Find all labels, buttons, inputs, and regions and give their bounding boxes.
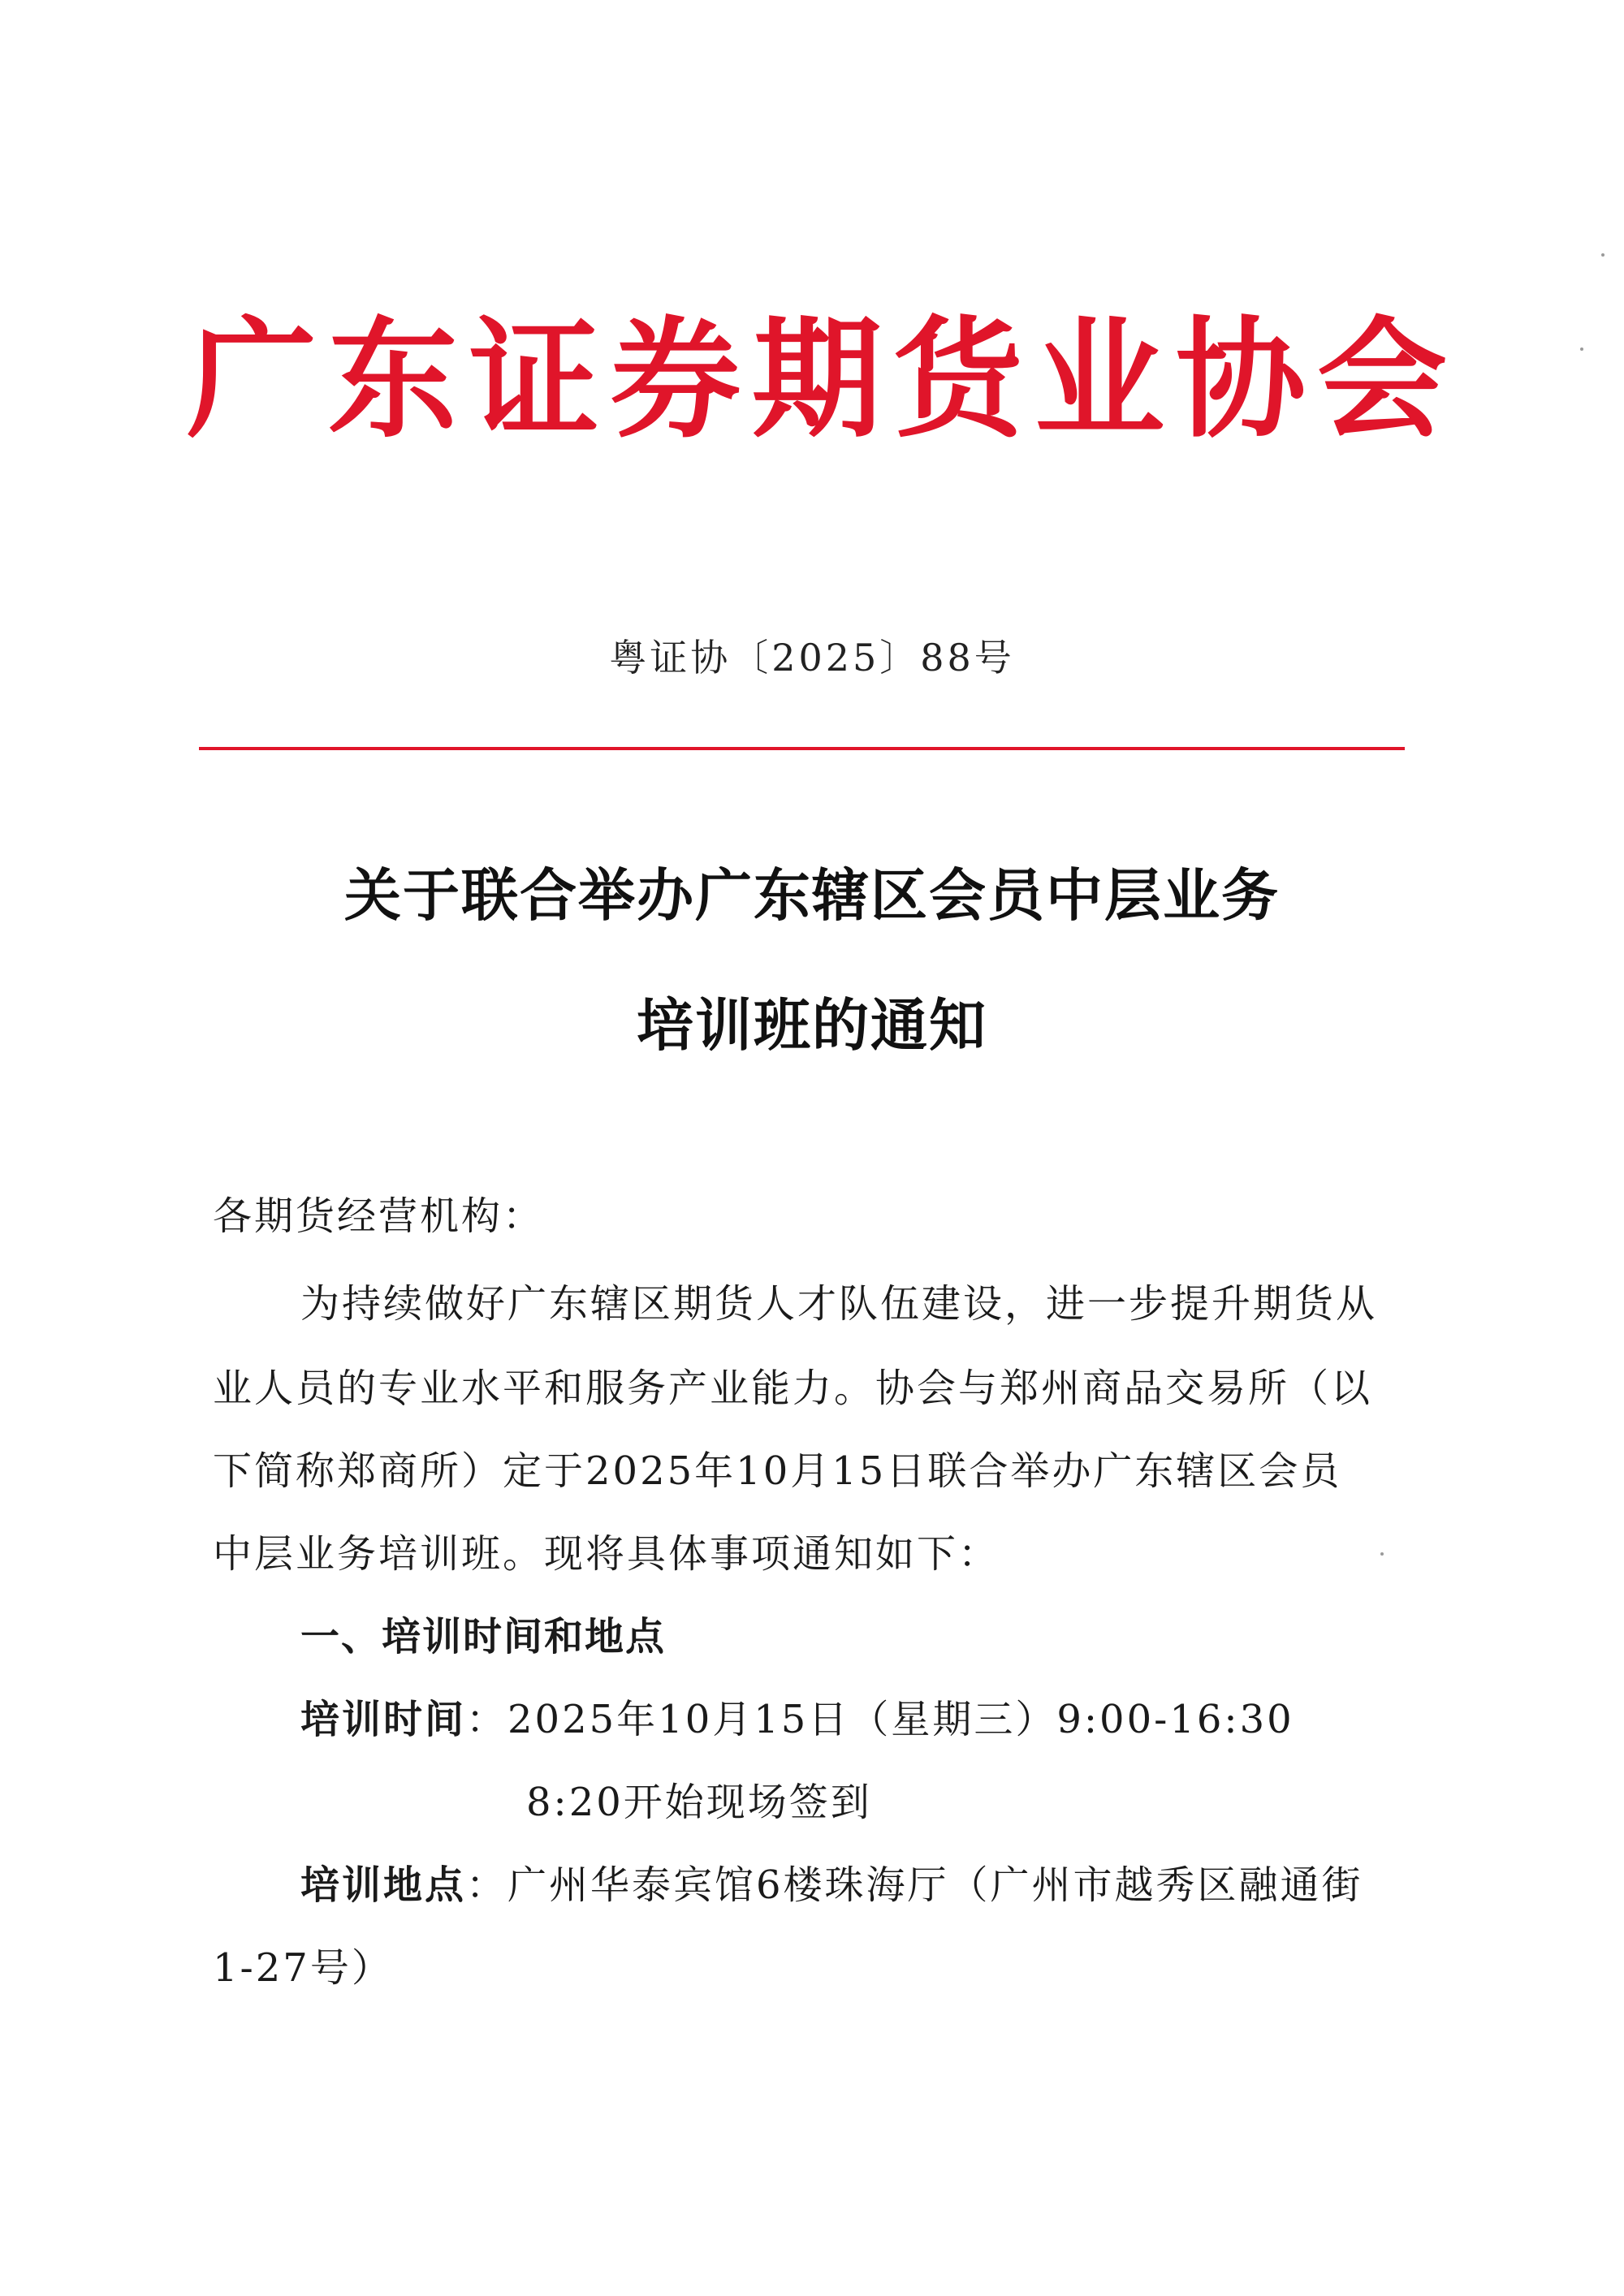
training-place-row — [300, 1861, 1518, 1910]
salutation: 各期货经营机构： — [213, 1193, 545, 1239]
document-title-line-2: 培训班的通知 — [637, 991, 987, 1059]
scan-speck — [1380, 1552, 1384, 1556]
training-time-row — [300, 1695, 1518, 1744]
training-time-value: ：2025年10月15日（星期三）9:00-16:30 — [466, 1697, 1294, 1742]
paragraph-line: 下简称郑商所）定于2025年10月15日联合举办广东辖区会员 — [213, 1448, 1342, 1494]
paragraph-line: 为持续做好广东辖区期货人才队伍建设，进一步提升期货从 — [300, 1281, 1378, 1327]
organization-masthead: 广东证券期货业协会 — [187, 303, 1459, 455]
paragraph-line: 业人员的专业水平和服务产业能力。协会与郑州商品交易所（以 — [213, 1366, 1373, 1411]
training-place-label: 培训地点 — [300, 1862, 467, 1908]
training-place-continuation: 1-27号） — [213, 1945, 393, 1991]
scan-speck — [1580, 347, 1583, 351]
document-title-line-1: 关于联合举办广东辖区会员中层业务 — [344, 861, 1280, 929]
training-place-value: ：广州华泰宾馆6楼珠海厅（广州市越秀区融通街 — [466, 1862, 1363, 1908]
section-heading: 一、培训时间和地点 — [300, 1614, 667, 1659]
document-number: 粤证协〔2025〕88号 — [609, 636, 1015, 680]
red-divider-line — [199, 747, 1405, 750]
signin-note: 8:20开始现场签到 — [526, 1780, 872, 1825]
training-time-label: 培训时间 — [300, 1697, 467, 1742]
scan-speck — [1601, 253, 1605, 257]
paragraph-line: 中层业务培训班。现将具体事项通知如下： — [213, 1531, 1000, 1577]
